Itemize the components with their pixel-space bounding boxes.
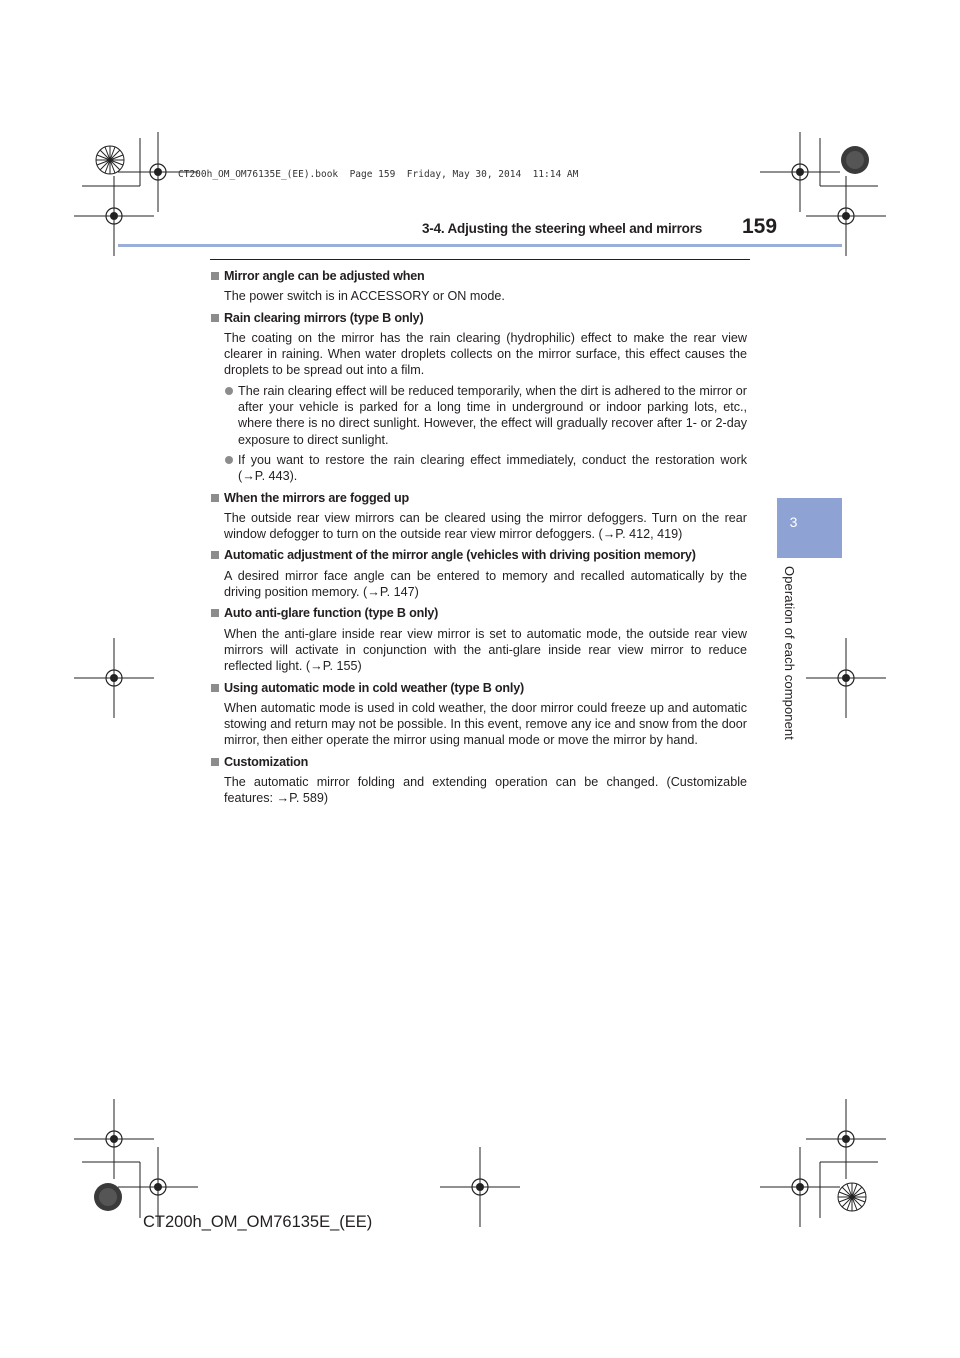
print-job-line: CT200h_OM_OM76135E_(EE).book Page 159 Friday, May 30, 2014 11:14 AM	[178, 169, 579, 180]
section-body: When automatic mode is used in cold weather, the door mirror could freeze up and automatic stowing and return may not be possible. In this event, remove any ice and snow from the door mirror, then either operate the mirror using manual mode or move the mirror by hand.	[224, 700, 747, 748]
section-heading: Auto anti-glare function (type B only)	[224, 606, 439, 621]
bullet-text: The rain clearing effect will be reduced temporarily, when the dirt is adhered to the mirror or after your vehicle is parked for a long time in underground or indoor parking lots, etc., where there is no direct sunlight. However, the effect will gradually recover after 1- or 2-day exposure to direct sunlight.	[238, 383, 747, 447]
section-heading: Automatic adjustment of the mirror angle (vehicles with driving position memory)	[224, 548, 696, 563]
circle-bullet-icon	[225, 456, 233, 464]
square-bullet-icon	[211, 609, 219, 617]
section-body: The power switch is in ACCESSORY or ON mode.	[224, 289, 505, 304]
section-heading: Customization	[224, 754, 309, 769]
section-body: When the anti-glare inside rear view mirror is set to automatic mode, the outside rear view mirrors will activate in conjunction with the anti-glare inside rear view mirror to reduce reflected light. (→P. 155)	[224, 626, 747, 674]
section-body: The automatic mirror folding and extending operation can be changed. (Customizable features: →P. 589)	[224, 775, 747, 806]
header-rule	[118, 244, 842, 247]
square-bullet-icon	[211, 758, 219, 766]
chapter-tab-label	[783, 566, 803, 766]
section-anti-glare	[210, 605, 747, 674]
section-heading: When the mirrors are fogged up	[224, 490, 410, 505]
section-cold-weather	[210, 680, 747, 749]
section-body: A desired mirror face angle can be entered to memory and recalled automatically by the driving position memory. (→P. 147)	[224, 568, 747, 600]
section-customization	[210, 754, 747, 807]
content-divider	[210, 259, 750, 260]
section-automatic-adjustment	[210, 547, 747, 600]
chapter-label-text: Operation of each component	[782, 566, 797, 740]
circle-bullet-icon	[225, 387, 233, 395]
bullet-text: If you want to restore the rain clearing effect immediately, conduct the restoration work (→P. 443).	[238, 452, 747, 484]
section-body: The coating on the mirror has the rain clearing (hydrophilic) effect to make the rear view clearer in raining. When water droplets collects on the mirror surface, this effect causes the droplets to be spread out into a film.	[224, 330, 747, 378]
section-heading: Rain clearing mirrors (type B only)	[224, 310, 424, 325]
section-fogged-up	[210, 490, 747, 543]
page-content	[210, 268, 747, 812]
section-rain-clearing	[210, 310, 747, 485]
section-heading: Mirror angle can be adjusted when	[224, 269, 425, 283]
section-title: 3-4. Adjusting the steering wheel and mirrors	[422, 221, 703, 236]
section-mirror-angle	[210, 268, 747, 305]
square-bullet-icon	[211, 684, 219, 692]
square-bullet-icon	[211, 494, 219, 502]
page-number: 159	[742, 215, 778, 238]
section-body: The outside rear view mirrors can be cleared using the mirror defoggers. Turn on the rear window defogger to turn on the outside rear view mirror defoggers. (→P. 412, 419)	[224, 510, 747, 542]
square-bullet-icon	[211, 272, 219, 280]
square-bullet-icon	[211, 551, 219, 559]
square-bullet-icon	[211, 314, 219, 322]
chapter-tab-number: 3	[789, 514, 798, 530]
section-heading: Using automatic mode in cold weather (type B only)	[224, 680, 524, 695]
footer-book-code: CT200h_OM_OM76135E_(EE)	[143, 1213, 373, 1231]
